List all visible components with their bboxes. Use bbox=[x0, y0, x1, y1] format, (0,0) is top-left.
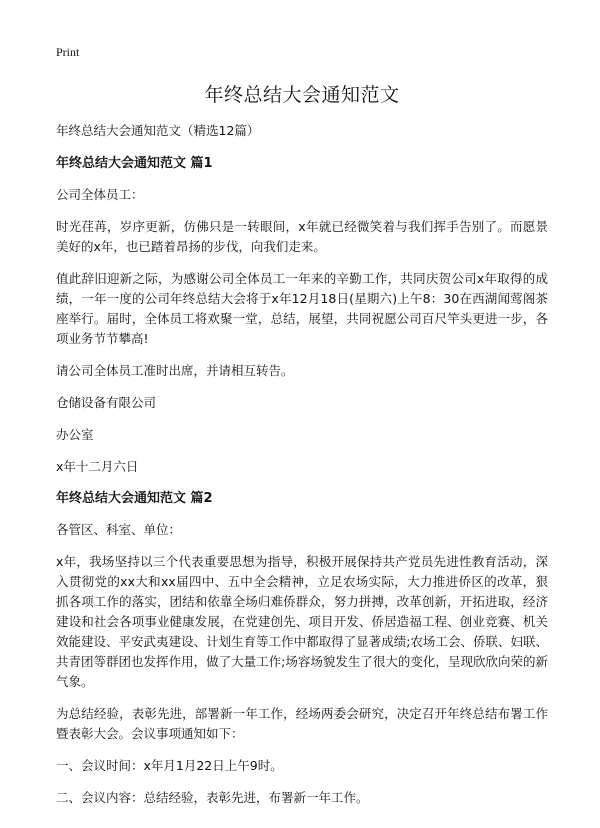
salutation: 公司全体员工： bbox=[56, 187, 144, 202]
paragraph: 值此辞旧迎新之际，为感谢公司全体员工一年来的辛勤工作，共同庆贺公司x年取得的成绩，一年一度的公司年终总结大会将于x年12月18日(星期六)上午8：30在西湖闻莺阁茶座举行。届时，全体员工将欢聚一堂，总结，展望，共同祝愿公司百尺竿头更进一步，各项业务节节攀高! bbox=[56, 271, 548, 346]
meeting-content: 二、会议内容：总结经验，表彰先进，布署新一年工作。 bbox=[56, 790, 369, 805]
paragraph: 请公司全体员工准时出席，并请相互转告。 bbox=[56, 363, 294, 378]
meeting-time: 一、会议时间：x年月1月22日上午9时。 bbox=[56, 758, 283, 773]
print-label: Print bbox=[56, 45, 80, 59]
signature-company: 仓储设备有限公司 bbox=[56, 395, 157, 410]
section-1 bbox=[56, 154, 548, 477]
paragraph: 时光荏苒，岁序更新，仿佛只是一转眼间，x年就已经微笑着与我们挥手告别了。而愿景美好的x年，也已踏着昂扬的步伐，向我们走来。 bbox=[56, 219, 548, 254]
paragraph: 为总结经验，表彰先进，部署新一年工作，经场两委会研究，决定召开年终总结布署工作暨表彰大会。会议事项通知如下： bbox=[56, 706, 548, 741]
signature-date: x年十二月六日 bbox=[56, 459, 139, 474]
signature-office: 办公室 bbox=[56, 427, 94, 442]
document-subtitle: 年终总结大会通知范文（精选12篇） bbox=[56, 123, 260, 138]
section-2 bbox=[56, 489, 548, 808]
section-heading-1: 年终总结大会通知范文 篇1 bbox=[56, 156, 213, 171]
salutation: 各管区、科室、单位： bbox=[56, 522, 182, 537]
page-title: 年终总结大会通知范文 bbox=[204, 84, 400, 106]
paragraph: x年，我场坚持以三个代表重要思想为指导，积极开展保持共产党员先进性教育活动，深入贯彻党的xx大和xx届四中、五中全会精神，立足农场实际，大力推进侨区的改革，狠抓各项工作的落实，团结和依靠全场归难侨群众，努力拼搏，改革创新，开拓进取，经济建设和社会各项事业健康发展，在党建创先、项目开发、侨居造福工程、创业竞赛、机关效能建设、平安武夷建设、计划生育等工作中都取得了显著成绩;农场工会、侨联、妇联、共青团等群团也发挥作用，做了大量工作;场容场貌发生了很大的变化，呈现欣欣向荣的新气象。 bbox=[56, 554, 548, 689]
section-heading-2: 年终总结大会通知范文 篇2 bbox=[56, 491, 213, 506]
